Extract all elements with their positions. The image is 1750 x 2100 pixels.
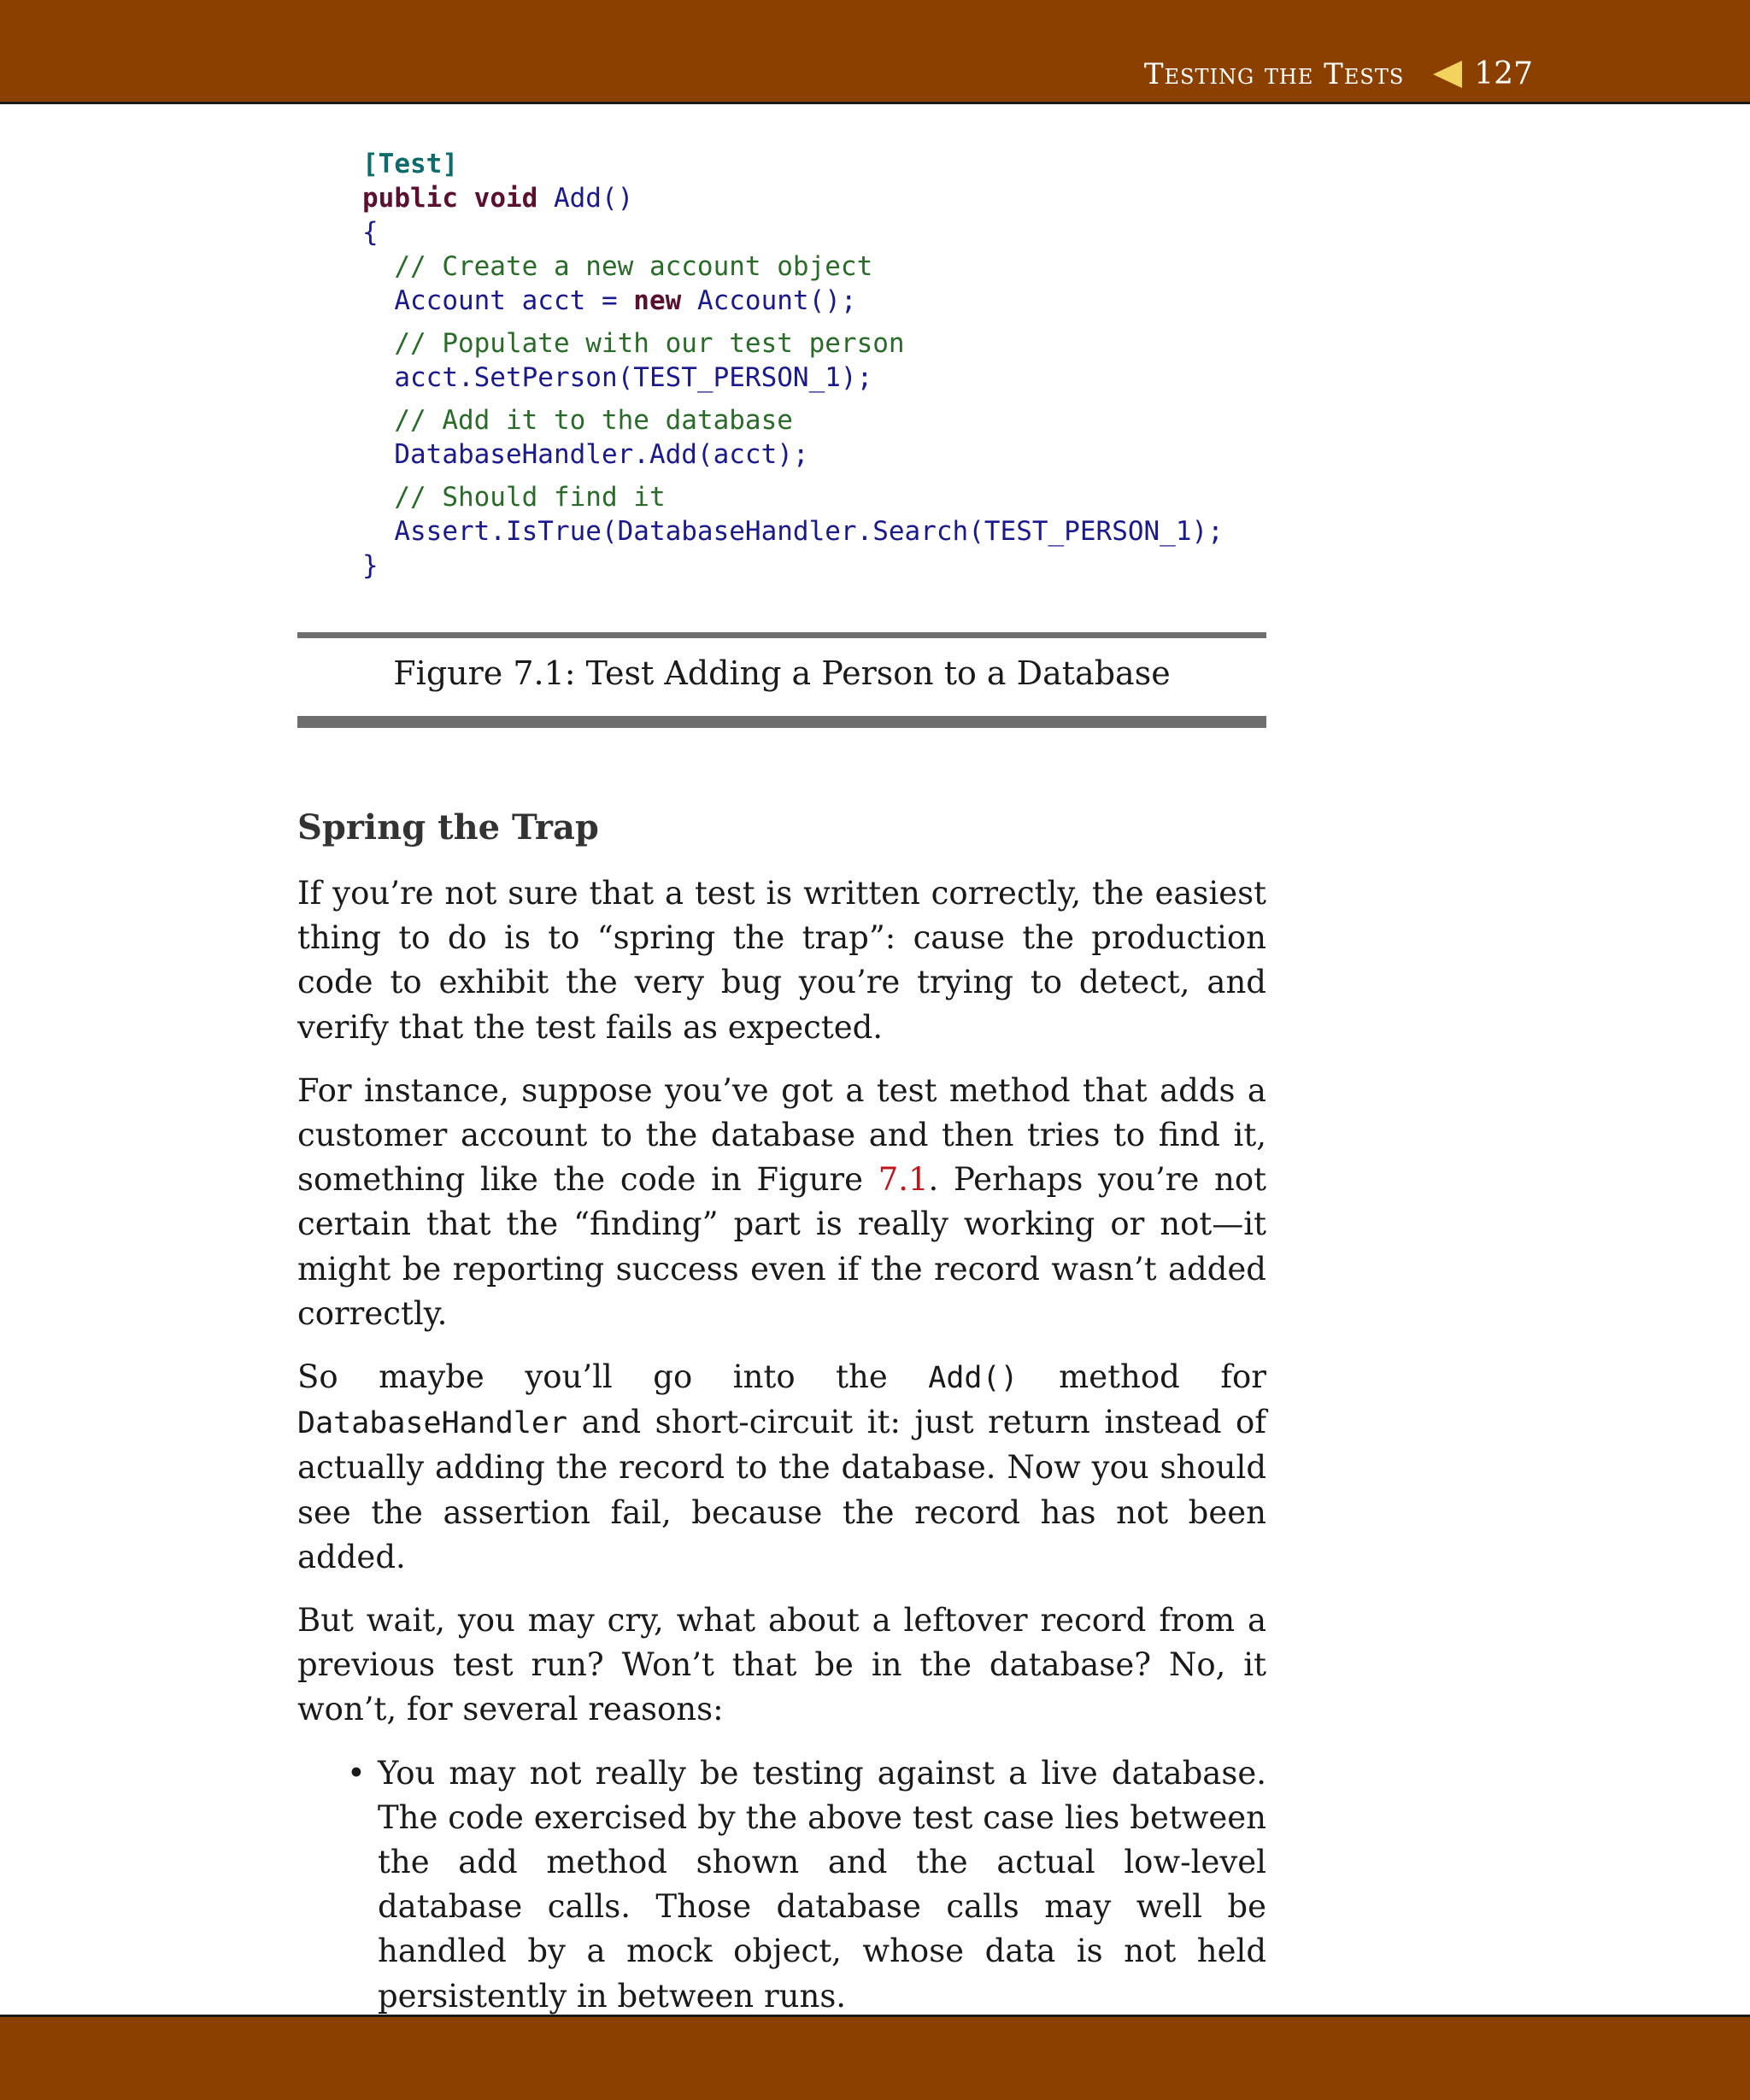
code-token: // Should find it bbox=[362, 482, 666, 513]
code-token: Add() bbox=[537, 183, 634, 214]
code-token: new bbox=[633, 285, 682, 316]
figure-caption: Figure 7.1: Test Adding a Person to a Database bbox=[393, 654, 1171, 692]
running-head bbox=[1144, 56, 1533, 91]
code-line bbox=[362, 215, 1224, 249]
code-token: // Add it to the database bbox=[362, 405, 793, 436]
list-item-text: You may not really be testing against a live database. The code exercised by the above test case lies between the add method shown and the actual low-level database calls. Those database calls may well be handled by a mock object, whose data is not held persistently in between runs. bbox=[378, 1754, 1266, 2015]
code-line-gap bbox=[362, 472, 1224, 480]
list-item bbox=[347, 1751, 1266, 2019]
figure-reference-link[interactable]: 7.1 bbox=[878, 1161, 929, 1199]
code-line bbox=[362, 548, 1224, 583]
page-number: 127 bbox=[1474, 56, 1533, 91]
code-token: DatabaseHandler.Add(acct); bbox=[362, 439, 809, 470]
code-token: Account acct = bbox=[362, 285, 634, 316]
code-line bbox=[362, 361, 1224, 395]
code-token: void bbox=[473, 183, 538, 214]
paragraph-1: If you’re not sure that a test is written correctly, the easiest thing to do is to “spring the trap”: cause the production code to exhibit the very bug you’re trying to detect, and verify that the test fails as expected. bbox=[297, 875, 1266, 1046]
figure-rule-bottom bbox=[297, 716, 1266, 728]
code-token: } bbox=[362, 550, 379, 581]
code-token: { bbox=[362, 217, 379, 248]
code-line-gap bbox=[362, 318, 1224, 326]
code-token: Assert.IsTrue(DatabaseHandler.Search(TEST_PERSON_1); bbox=[362, 516, 1224, 547]
paragraph-2 bbox=[297, 1069, 1266, 1336]
reasons-list bbox=[297, 1751, 1266, 2019]
running-title: Testing the Tests bbox=[1143, 56, 1405, 91]
code-line bbox=[362, 326, 1224, 361]
code-token: [Test] bbox=[362, 149, 458, 179]
code-token: // Populate with our test person bbox=[362, 328, 905, 359]
code-token bbox=[458, 183, 474, 214]
code-line bbox=[362, 284, 1224, 318]
paragraph-2-text-a: For instance, suppose you’ve got a test method that adds a customer account to the database and then tries to find it, something like the code in Figure bbox=[297, 1071, 1266, 1199]
code-line-gap bbox=[362, 395, 1224, 403]
paragraph-4: But wait, you may cry, what about a leftover record from a previous test run? Won’t that be in the database? No, it won’t, for several reasons: bbox=[297, 1602, 1266, 1728]
code-line bbox=[362, 437, 1224, 472]
code-line bbox=[362, 181, 1224, 215]
section-heading: Spring the Trap bbox=[297, 807, 599, 848]
inline-code-databasehandler: DatabaseHandler bbox=[297, 1406, 568, 1441]
code-line bbox=[362, 147, 1224, 181]
inline-code-add: Add() bbox=[928, 1361, 1019, 1396]
figure-rule-top bbox=[297, 632, 1266, 638]
code-line bbox=[362, 480, 1224, 514]
code-listing bbox=[362, 147, 1224, 583]
body-content bbox=[297, 805, 1266, 2019]
header-band bbox=[0, 0, 1750, 104]
paragraph-3-text-b: method for bbox=[1018, 1358, 1266, 1396]
bullet-icon: • bbox=[347, 1754, 366, 1792]
paragraph-3-text-c: and short-circuit it: just return instead of actually adding the record to the database. Now you should see the assertion fail, because the record has not been added. bbox=[297, 1404, 1266, 1575]
paragraph-3-text-a: So maybe you’ll go into the bbox=[297, 1358, 929, 1396]
code-line bbox=[362, 514, 1224, 548]
triangle-pointer-icon bbox=[1433, 61, 1462, 88]
footer-band bbox=[0, 2015, 1750, 2100]
code-line bbox=[362, 403, 1224, 437]
code-token: public bbox=[362, 183, 458, 214]
paragraph-3 bbox=[297, 1355, 1266, 1580]
paragraph-2-text-b: . Perhaps you’re not certain that the “finding” part is really working or not—it might be reporting success even if the record wasn’t added correctly. bbox=[297, 1161, 1266, 1332]
code-token: acct.SetPerson(TEST_PERSON_1); bbox=[362, 362, 873, 393]
code-line bbox=[362, 249, 1224, 284]
code-token: Account(); bbox=[681, 285, 857, 316]
code-token: // Create a new account object bbox=[362, 251, 873, 282]
